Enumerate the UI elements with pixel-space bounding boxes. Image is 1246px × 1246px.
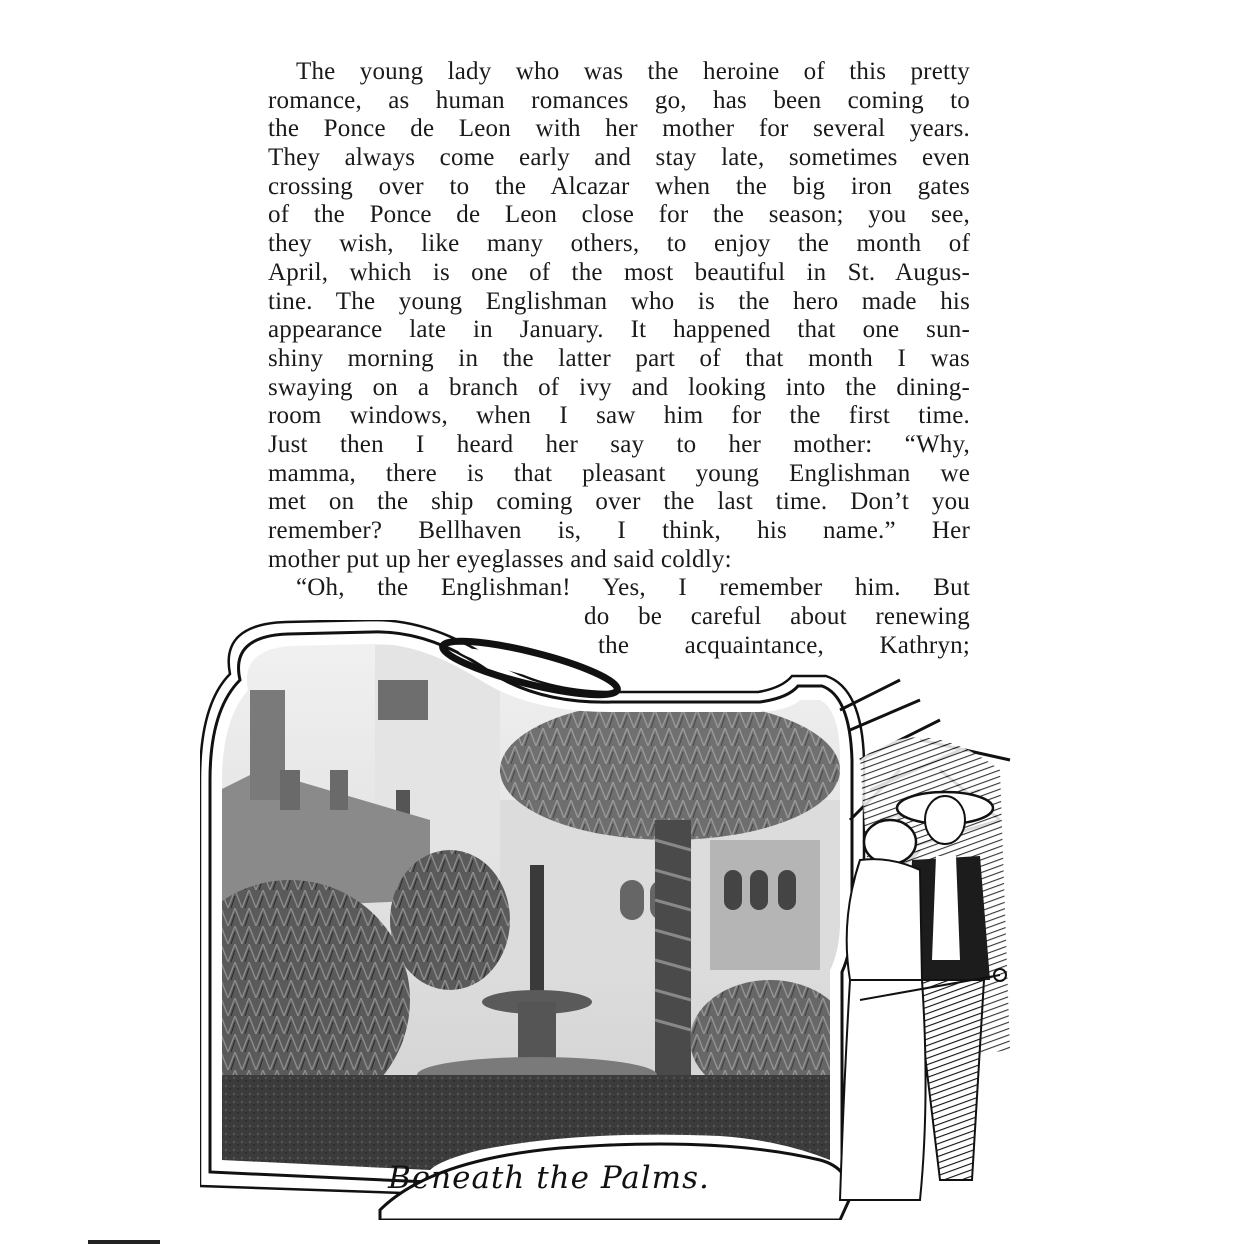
text-line: April, which is one of the most beautiful in St. Augus-: [268, 258, 970, 286]
text-line: The young lady who was the heroine of this pretty: [296, 58, 970, 85]
text-line: remember? Bellhaven is, I think, his name.” Her: [268, 517, 970, 544]
text-line: shiny morning in the latter part of that month I was: [268, 344, 970, 372]
text-line: “Oh, the Englishman! Yes, I remember him. But: [296, 574, 970, 602]
text-line: of the Ponce de Leon close for the season; you see,: [268, 201, 970, 229]
photo-frame-svg: [200, 620, 1040, 1220]
couple-drawing: [840, 680, 1010, 1200]
text-line: met on the ship coming over the last time. Don’t you: [268, 488, 970, 516]
text-line: appearance late in January. It happened that one sun-: [268, 316, 970, 344]
text-line: mother put up her eyeglasses and said coldly:: [268, 545, 732, 573]
illustration: [200, 620, 1040, 1220]
text-line: swaying on a branch of ivy and looking into the dining-: [268, 373, 970, 401]
text-line: mamma, there is that pleasant young Englishman we: [268, 459, 970, 487]
text-line: do be careful about renewing: [584, 603, 970, 631]
text-line: they wish, like many others, to enjoy the month of: [268, 230, 970, 258]
text-line: romance, as human romances go, has been coming to: [268, 86, 970, 114]
page-edge-mark: [88, 1240, 160, 1244]
illustration-caption: Beneath the Palms.: [388, 1160, 710, 1196]
text-line: crossing over to the Alcazar when the big iron gates: [268, 172, 970, 200]
text-line: tine. The young Englishman who is the hero made his: [268, 287, 970, 315]
text-line: They always come early and stay late, sometimes even: [268, 144, 970, 172]
text-line: Just then I heard her say to her mother: “Why,: [268, 430, 970, 458]
text-line: the Ponce de Leon with her mother for several years.: [268, 115, 970, 143]
body-text: [268, 58, 970, 660]
text-line: the acquaintance, Kathryn;: [598, 631, 970, 659]
courtyard-photo: [200, 620, 860, 1185]
text-line: room windows, when I saw him for the first time.: [268, 402, 970, 430]
